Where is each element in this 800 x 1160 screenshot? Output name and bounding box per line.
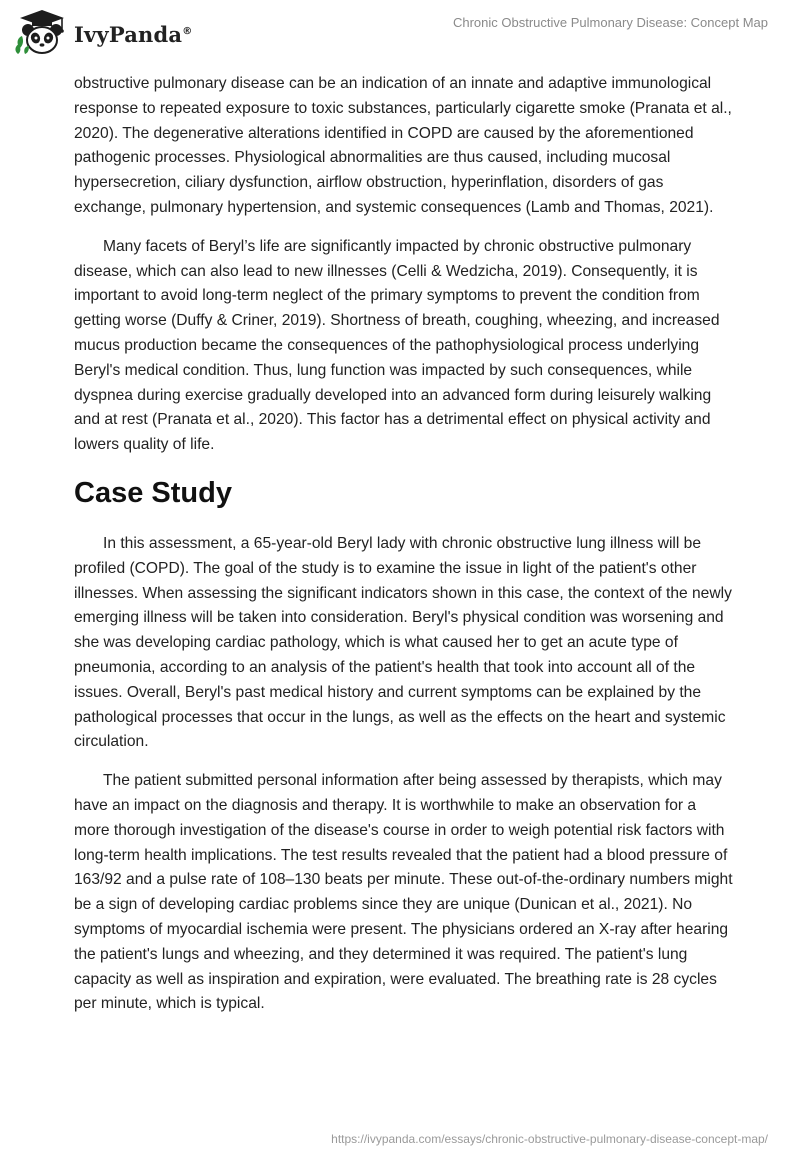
logo-text: IvyPanda® (74, 21, 193, 47)
essay-content (74, 72, 734, 1031)
page-header (0, 0, 800, 70)
paragraph-3: In this assessment, a 65-year-old Beryl lady with chronic obstructive lung illness will be profiled (COPD). The goal of the study is to examine the issue in light of the patient's other illnesses. When assessing the significant indicators shown in this case, the context of the newly emerging illness will be taken into consideration. Beryl's physical condition was worsening and she was developing cardiac pathology, which is what caused her to get an acute type of pneumonia, according to an analysis of the patient's health that took into account all of the issues. Overall, Beryl's past medical history and current symptoms can be explained by the pathological processes that occur in the lungs, as well as the effects on the heart and systemic circulation. (74, 534, 732, 751)
paragraph-2: Many facets of Beryl’s life are significantly impacted by chronic obstructive pulmonary disease, which can also lead to new illnesses (Celli & Wedzicha, 2019). Consequently, it is important to avoid long-term neglect of the primary symptoms to prevent the condition from getting worse (Duffy & Criner, 2019). Shortness of breath, coughing, wheezing, and increased mucus production became the consequences of the pathophysiological process underlying Beryl's medical condition. Thus, lung function was impacted by such consequences, while dyspnea during exercise gradually developed into an advanced form during leisurely walking and at rest (Pranata et al., 2020). This factor has a detrimental effect on physical activity and lowers quality of life. (74, 237, 720, 454)
document-title: Chronic Obstructive Pulmonary Disease: Concept Map (452, 15, 768, 30)
source-url-link[interactable]: https://ivypanda.com/essays/chronic-obstructive-pulmonary-disease-concept-map/ (331, 1132, 768, 1146)
paragraph-4: The patient submitted personal information after being assessed by therapists, which may have an impact on the diagnosis and therapy. It is worthwhile to make an observation for a more thorough investigation of the disease's course in order to weigh potential risk factors with long-term health implications. The test results revealed that the patient had a blood pressure of 163/92 and a pulse rate of 108–130 beats per minute. These out-of-the-ordinary numbers might be a sign of developing cardiac problems since they are unique (Dunican et al., 2021). No symptoms of myocardial ischemia were present. The physicians ordered an X-ray after hearing the patient's lungs and wheezing, and they determined it was required. The patient's lung capacity as well as inspiration and expiration, were evaluated. The breathing rate is 28 cycles per minute, which is typical. (74, 772, 733, 1013)
ivypanda-logo[interactable] (14, 8, 192, 58)
panda-graduate-icon (14, 8, 70, 58)
paragraph-1: obstructive pulmonary disease can be an indication of an innate and adaptive immunological response to repeated exposure to toxic substances, particularly cigarette smoke (Pranata et al., 2020). The degenerative alterations identified in COPD are caused by the aforementioned pathogenic processes. Physiological abnormalities are thus caused, including mucosal hypersecretion, ciliary dysfunction, airflow obstruction, hyperinflation, disorders of gas exchange, pulmonary hypertension, and systemic consequences (Lamb and Thomas, 2021). (74, 75, 732, 216)
section-heading-case-study: Case Study (74, 476, 232, 509)
